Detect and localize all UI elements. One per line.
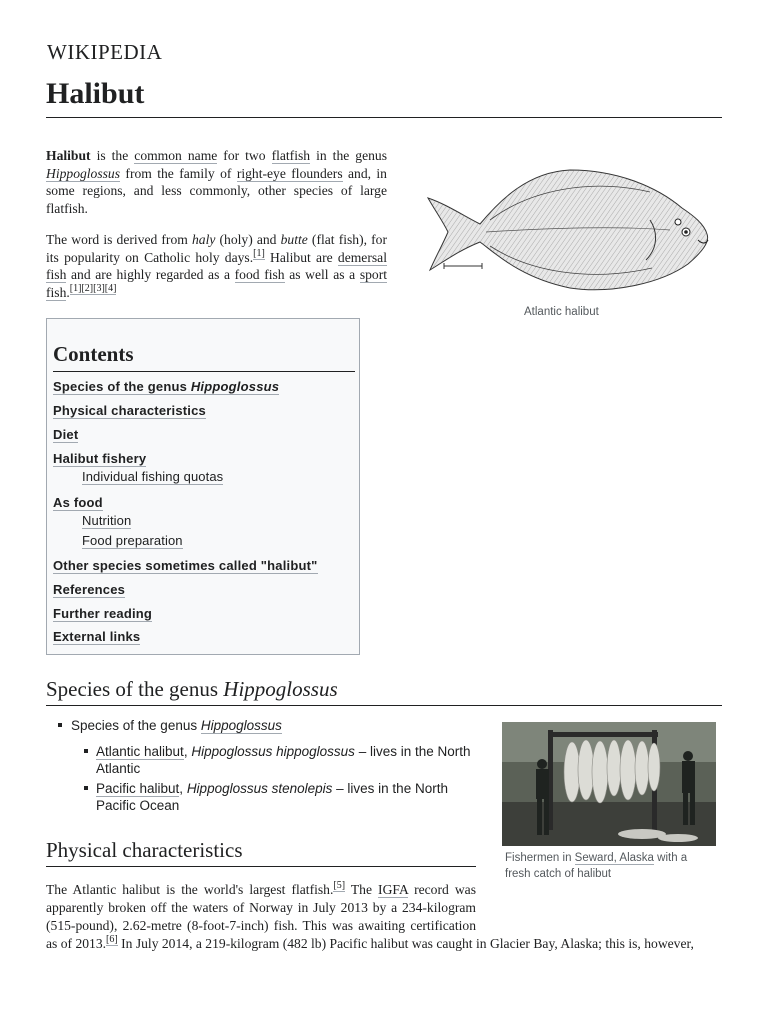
heading-text-italic: Hippoglossus	[223, 677, 338, 701]
etymology-butte: butte	[280, 232, 308, 247]
text: (holy) and	[215, 232, 281, 247]
reference-1[interactable]: [1]	[253, 247, 265, 259]
link-pacific-halibut[interactable]: Pacific halibut	[96, 781, 180, 796]
text: (flat fish), for its popularity on Catholic holy days.	[46, 232, 387, 265]
text: ,	[183, 744, 192, 759]
text: is the	[90, 148, 135, 163]
link-right-eye-flounders[interactable]: right-eye flounders	[236, 165, 343, 181]
link-hippoglossus[interactable]: Hippoglossus	[46, 165, 121, 181]
bullet	[58, 723, 62, 727]
scientific-name: Hippoglossus hippoglossus	[191, 744, 355, 759]
species-item-atlantic	[96, 743, 476, 777]
toc-item-food-preparation[interactable]: Food preparation	[82, 533, 183, 548]
link-hippoglossus-genus[interactable]: Hippoglossus	[200, 718, 282, 733]
bullet	[84, 749, 88, 753]
text: in the genus	[310, 148, 387, 163]
section-heading-species	[46, 677, 338, 702]
toc-item-nutrition[interactable]: Nutrition	[82, 513, 132, 528]
link-flatfish[interactable]: flatfish	[271, 148, 311, 163]
etymology-haly: haly	[191, 232, 216, 247]
reference-6[interactable]: [6]	[106, 934, 118, 946]
toc-item-halibut-fishery[interactable]: Halibut fishery	[53, 451, 147, 466]
text: – lives in the North Pacific Ocean	[96, 781, 448, 813]
text: and, in some regions, and less commonly, other species of large flatfish.	[46, 165, 387, 216]
halibut-drawing	[420, 160, 715, 300]
text: and are highly regarded as a	[66, 267, 235, 282]
text: with a fresh catch of halibut	[505, 852, 688, 880]
atlantic-halibut-illustration[interactable]	[420, 160, 715, 300]
wikipedia-wordmark[interactable]: WIKIPEDIA	[47, 40, 163, 64]
toc-title: Contents	[53, 342, 134, 366]
toc-item-as-food[interactable]: As food	[53, 495, 103, 510]
section-divider-physical	[46, 866, 476, 867]
photo-caption	[505, 850, 715, 882]
page-title: Halibut	[46, 77, 145, 110]
text: .	[66, 284, 70, 300]
text: The	[345, 882, 379, 897]
toc-label: Species of the genus	[53, 379, 191, 394]
text: ,	[179, 781, 187, 796]
bullet	[84, 786, 88, 790]
reference-5[interactable]: [5]	[333, 880, 346, 892]
text: as well as a	[284, 267, 360, 282]
scientific-name: Hippoglossus stenolepis	[186, 781, 333, 796]
fishermen-photo-image	[502, 722, 716, 846]
species-list-top	[71, 717, 282, 734]
text: Halibut are	[264, 249, 338, 265]
text: The word is derived from	[46, 232, 192, 247]
section-heading-physical: Physical characteristics	[46, 838, 243, 862]
intro-paragraph-2	[46, 231, 387, 301]
fishermen-photo[interactable]	[502, 722, 716, 846]
text: for two	[217, 148, 272, 163]
intro-paragraph-1	[46, 147, 387, 217]
toc-item-other-species[interactable]: Other species sometimes called "halibut"	[53, 558, 318, 573]
link-seward-alaska[interactable]: Seward, Alaska	[574, 852, 654, 864]
link-food-fish[interactable]: food fish	[234, 267, 285, 282]
toc-item-references[interactable]: References	[53, 582, 126, 597]
link-demersal-fish[interactable]: demersal fish	[46, 249, 387, 282]
text: – lives in the North Atlantic	[96, 744, 471, 776]
table-of-contents	[46, 318, 360, 655]
float-spacer	[476, 881, 722, 927]
link-common-name[interactable]: common name	[134, 148, 218, 163]
toc-item-external-links[interactable]: External links	[53, 629, 141, 644]
title-divider	[46, 117, 722, 118]
toc-label-italic: Hippoglossus	[190, 379, 280, 394]
species-item-pacific	[96, 780, 476, 814]
toc-item-species[interactable]	[53, 379, 279, 394]
section-divider-species	[46, 705, 722, 706]
text: In July 2014, a 219-kilogram (482 lb) Pacific halibut was caught in Glacier Bay, Alaska; this is, however,	[117, 936, 694, 951]
reference-1-4[interactable]: [1][2][3][4]	[69, 282, 117, 294]
link-sport-fish[interactable]: sport fish	[46, 267, 388, 300]
text: Fishermen in	[505, 852, 575, 864]
text: from the family of	[120, 165, 237, 181]
toc-item-individual-fishing-quotas[interactable]: Individual fishing quotas	[82, 469, 224, 484]
physical-paragraph	[46, 881, 722, 953]
toc-item-further-reading[interactable]: Further reading	[53, 606, 153, 621]
text: record was apparently broken off the waters of Norway in July 2013 by a 234-kilogram (515-pound), 2.62-metre (8-foot-7-inch) fish. This was awaiting certification as of 2013.	[46, 882, 476, 951]
toc-item-diet[interactable]: Diet	[53, 427, 79, 442]
toc-divider	[53, 371, 355, 372]
text: Species of the genus	[71, 718, 201, 733]
link-atlantic-halibut[interactable]: Atlantic halibut	[96, 744, 184, 759]
heading-text: Species of the genus	[46, 677, 224, 701]
toc-item-physical-characteristics[interactable]: Physical characteristics	[53, 403, 206, 418]
text: The Atlantic halibut is the world's largest flatfish.	[46, 882, 334, 897]
lead-term: Halibut	[46, 148, 91, 163]
link-igfa[interactable]: IGFA	[378, 882, 409, 897]
figure-caption-atlantic-halibut: Atlantic halibut	[524, 306, 599, 318]
